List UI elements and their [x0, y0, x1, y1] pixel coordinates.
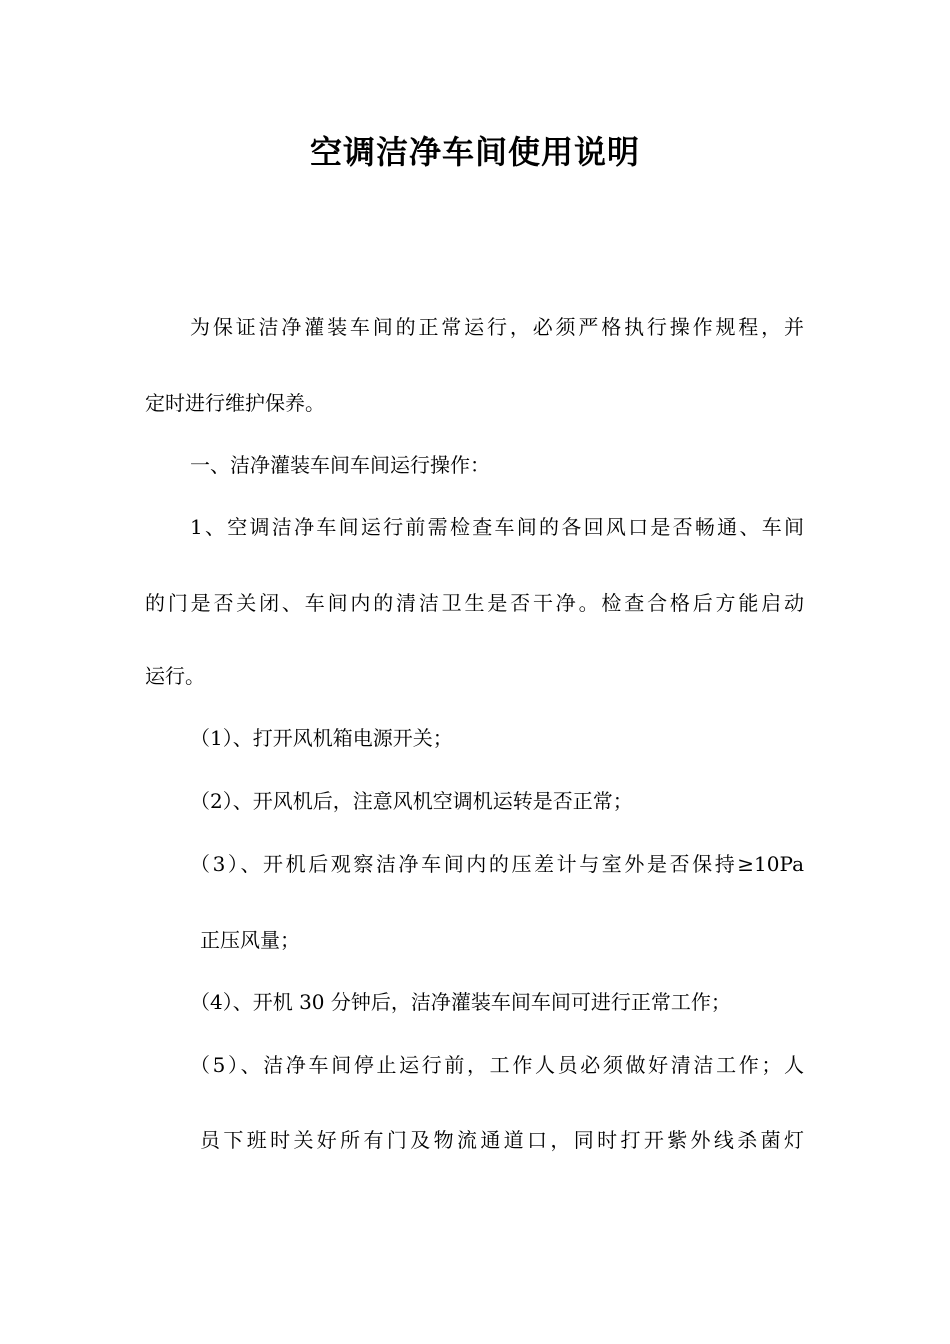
paragraph-intro-line-2: 定时进行维护保养。 — [145, 391, 325, 415]
item-1-line-1: 1、空调洁净车间运行前需检查车间的各回风口是否畅通、车间 — [190, 515, 804, 539]
paragraph-intro-line-1: 为保证洁净灌装车间的正常运行，必须严格执行操作规程，并 — [190, 315, 804, 339]
item-1-line-3: 运行。 — [145, 664, 205, 688]
section-heading-1: 一、洁净灌装车间车间运行操作： — [190, 453, 490, 477]
step-3-line-2: 正压风量； — [200, 928, 300, 952]
step-4: （4）、开机 30 分钟后，洁净灌装车间车间可进行正常工作； — [190, 990, 731, 1014]
step-2: （2）、开风机后，注意风机空调机运转是否正常； — [190, 789, 633, 813]
step-3-line-1: （3）、开机后观察洁净车间内的压差计与室外是否保持≥10Pa — [190, 852, 804, 876]
document-title: 空调洁净车间使用说明 — [309, 133, 640, 171]
step-5-line-1: （5）、洁净车间停止运行前，工作人员必须做好清洁工作；人 — [190, 1053, 804, 1077]
step-5-line-2: 员下班时关好所有门及物流通道口，同时打开紫外线杀菌灯 — [200, 1128, 804, 1152]
item-1-line-2: 的门是否关闭、车间内的清洁卫生是否干净。检查合格后方能启动 — [145, 591, 804, 615]
step-1: （1）、打开风机箱电源开关； — [190, 726, 453, 750]
